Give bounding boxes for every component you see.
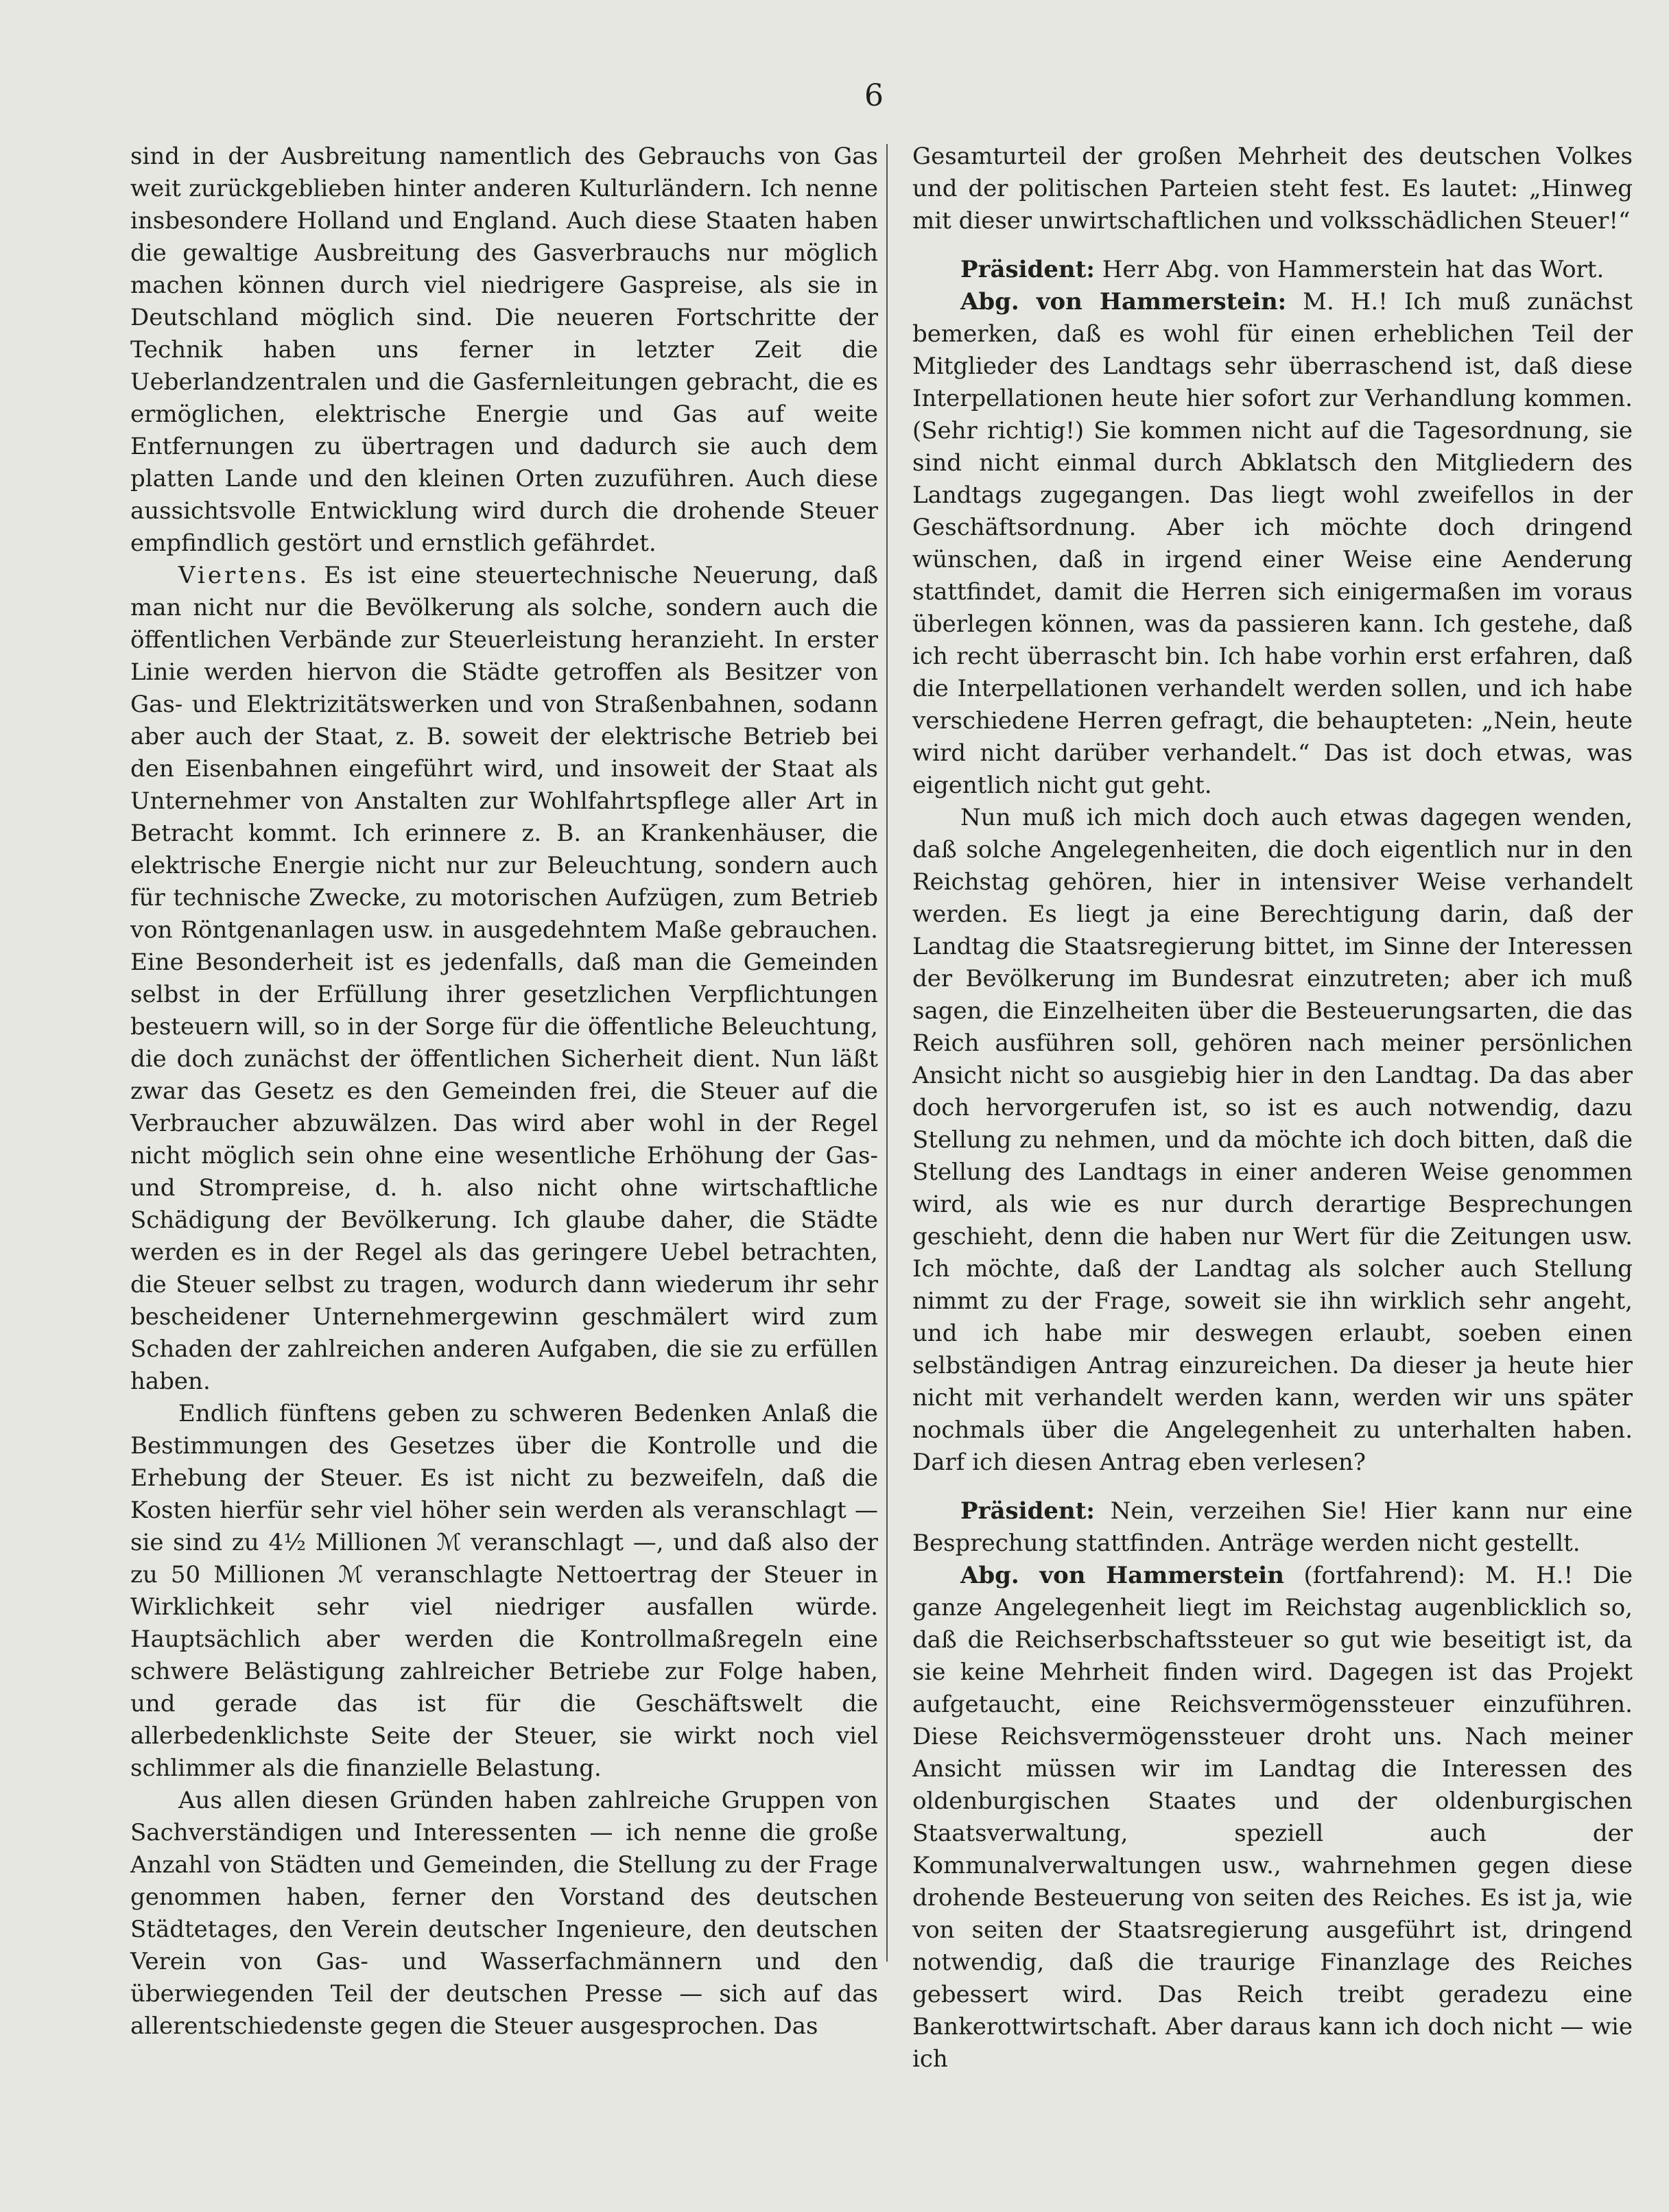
paragraph-text: Endlich fünftens geben zu schweren Bedenken Anlaß die Bestimmungen des Gesetzes über die Kontrolle und die Erhebung der Steuer. Es ist nicht zu bezweifeln, daß die Kosten hierfür sehr viel höher sein werden als veranschlagt — sie sind zu 4½ Millionen ℳ veranschlagt —, und daß also der zu 50 Millionen ℳ veranschlagte Nettoertrag der Steuer in Wirklichkeit sehr viel niedriger ausfallen würde. Hauptsächlich aber werden die Kontrollmaßregeln eine schwere Belästigung zahlreicher Betriebe zur Folge haben, und gerade das ist für die Geschäftswelt die allerbedenklichste Seite der Steuer, sie wirkt noch viel schlimmer als die finanzielle Belastung.	[130, 1400, 878, 1782]
paragraph-text: sind in der Ausbreitung namentlich des Gebrauchs von Gas weit zurückgeblieben hinter anderen Kulturländern. Ich nenne insbesondere Holland und England. Auch diese Staaten haben die gewaltige Ausbreitung des Gasverbrauchs nur möglich machen können durch viel niedrigere Gaspreise, als sie in Deutschland möglich sind. Die neueren Fortschritte der Technik haben uns ferner in letzter Zeit die Ueberlandzentralen und die Gasfernleitungen gebracht, die es ermöglichen, elektrische Energie und Gas auf weite Entfernungen zu übertragen und dadurch sie auch dem platten Lande und den kleinen Orten zuzuführen. Auch diese aussichtsvolle Entwicklung wird durch die drohende Steuer empfindlich gestört und ernstlich gefährdet.	[130, 143, 878, 557]
paragraph	[130, 1785, 878, 2043]
paragraph-text: M. H.! Ich muß zunächst bemerken, daß es wohl für einen erheblichen Teil der Mitglieder des Landtags sehr überraschend ist, daß diese Interpellationen heute hier sofort zur Verhandlung kommen. (Sehr richtig!) Sie kommen nicht auf die Tagesordnung, sie sind nicht einmal durch Abklatsch den Mitgliedern des Landtags zugegangen. Das liegt wohl zweifellos in der Geschäftsordnung. Aber ich möchte doch dringend wünschen, daß in irgend einer Weise eine Aenderung stattfindet, damit die Herren sich einigermaßen im voraus überlegen können, was da passieren kann. Ich gestehe, daß ich recht überrascht bin. Ich habe vorhin erst erfahren, daß die Interpellationen verhandelt werden sollen, und ich habe verschiedene Herren gefragt, die behaupteten: „Nein, heute wird nicht darüber verhandelt.“ Das ist doch etwas, was eigentlich nicht gut geht.	[912, 288, 1633, 799]
left-column	[130, 141, 878, 2043]
paragraph	[912, 254, 1633, 286]
column-divider	[886, 144, 888, 1962]
speaker-label: Abg. von Hammerstein	[960, 1562, 1284, 1589]
paragraph-lead: Viertens.	[178, 562, 310, 589]
paragraph	[130, 1398, 878, 1785]
speaker-label: Abg. von Hammerstein:	[960, 288, 1287, 316]
speaker-label: Präsident:	[960, 1497, 1095, 1525]
right-column	[912, 141, 1633, 2076]
paragraph-text: Herr Abg. von Hammerstein hat das Wort.	[1094, 256, 1605, 283]
paragraph-text: Aus allen diesen Gründen haben zahlreiche Gruppen von Sachverständigen und Interessenten — ich nenne die große Anzahl von Städten und Gemeinden, die Stellung zu der Frage genommen haben, ferner den Vorstand des deutschen Städtetages, den Verein deutscher Ingenieure, den deutschen Verein von Gas- und Wasserfachmännern und den überwiegenden Teil der deutschen Presse — sich auf das allerentschiedenste gegen die Steuer ausgesprochen. Das	[130, 1787, 878, 2040]
paragraph-text: Nein, verzeihen Sie! Hier kann nur eine Besprechung stattfinden. Anträge werden nicht gestellt.	[912, 1497, 1633, 1557]
paragraph-text: Gesamturteil der großen Mehrheit des deutschen Volkes und der politischen Parteien steht fest. Es lautet: „Hinweg mit dieser unwirtschaftlichen und volksschädlichen Steuer!“	[912, 143, 1633, 235]
page-number: 6	[864, 78, 884, 113]
paragraph-text: Es ist eine steuertechnische Neuerung, daß man nicht nur die Bevölkerung als solche, sondern auch die öffentlichen Verbände zur Steuerleistung heranzieht. In erster Linie werden hiervon die Städte getroffen als Besitzer von Gas- und Elektrizitätswerken und von Straßenbahnen, sodann aber auch der Staat, z. B. soweit der elektrische Betrieb bei den Eisenbahnen eingeführt wird, und insoweit der Staat als Unternehmer von Anstalten zur Wohlfahrtspflege aller Art in Betracht kommt. Ich erinnere z. B. an Krankenhäuser, die elektrische Energie nicht nur zur Beleuchtung, sondern auch für technische Zwecke, zu motorischen Aufzügen, zum Betrieb von Röntgenanlagen usw. in ausgedehntem Maße gebrauchen. Eine Besonderheit ist es jedenfalls, daß man die Gemeinden selbst in der Erfüllung ihrer gesetzlichen Verpflichtungen besteuern will, so in der Sorge für die öffentliche Beleuchtung, die doch zunächst der öffentlichen Sicherheit dient. Nun läßt zwar das Gesetz es den Gemeinden frei, die Steuer auf die Verbraucher abzuwälzen. Das wird aber wohl in der Regel nicht möglich sein ohne eine wesentliche Erhöhung der Gas- und Strompreise, d. h. also nicht ohne wirtschaftliche Schädigung der Bevölkerung. Ich glaube daher, die Städte werden es in der Regel als das geringere Uebel betrachten, die Steuer selbst zu tragen, wodurch dann wiederum ihr sehr bescheidener Unternehmergewinn geschmälert wird zum Schaden der zahlreichen anderen Aufgaben, die sie zu erfüllen haben.	[130, 562, 878, 1395]
speaker-label: Präsident:	[960, 256, 1095, 283]
paragraph	[130, 141, 878, 560]
paragraph-text: Nun muß ich mich doch auch etwas dagegen wenden, daß solche Angelegenheiten, die doch eigentlich nur in den Reichstag gehören, hier in intensiver Weise verhandelt werden. Es liegt ja eine Berechtigung darin, daß der Landtag die Staatsregierung bittet, im Sinne der Interessen der Bevölkerung im Bundesrat einzutreten; aber ich muß sagen, die Einzelheiten über die Besteuerungsarten, die das Reich ausführen soll, gehören nach meiner persönlichen Ansicht nicht so ausgiebig hier in den Landtag. Da das aber doch hervorgerufen ist, so ist es auch notwendig, dazu Stellung zu nehmen, und da möchte ich doch bitten, daß die Stellung des Landtags in einer anderen Weise genommen wird, als wie es nur durch derartige Besprechungen geschieht, denn die haben nur Wert für die Zeitungen usw. Ich möchte, daß der Landtag als solcher auch Stellung nimmt zu der Frage, soweit sie ihn wirklich sehr angeht, und ich habe mir deswegen erlaubt, soeben einen selbständigen Antrag einzureichen. Da dieser ja heute hier nicht mit verhandelt werden kann, werden wir uns später nochmals über die Angelegenheit zu unterhalten haben. Darf ich diesen Antrag eben verlesen?	[912, 804, 1633, 1476]
paragraph	[912, 1495, 1633, 1560]
paragraph	[912, 1560, 1633, 2076]
paragraph	[130, 560, 878, 1398]
paragraph	[912, 141, 1633, 237]
paragraph	[912, 286, 1633, 802]
paragraph-text: (fortfahrend): M. H.! Die ganze Angelegenheit liegt im Reichstag augenblicklich so, daß die Reichserbschaftssteuer so gut wie beseitigt ist, da sie keine Mehrheit finden wird. Dagegen ist das Projekt aufgetaucht, eine Reichsvermögenssteuer einzuführen. Diese Reichsvermögenssteuer droht uns. Nach meiner Ansicht müssen wir im Landtag die Interessen des oldenburgischen Staates und der oldenburgischen Staatsverwaltung, speziell auch der Kommunalverwaltungen usw., wahrnehmen gegen diese drohende Besteuerung von seiten des Reiches. Es ist ja, wie von seiten der Staatsregierung ausgeführt ist, dringend notwendig, daß die traurige Finanzlage des Reiches gebessert wird. Das Reich treibt geradezu eine Bankerottwirtschaft. Aber daraus kann ich doch nicht — wie ich	[912, 1562, 1633, 2073]
paragraph	[912, 802, 1633, 1479]
